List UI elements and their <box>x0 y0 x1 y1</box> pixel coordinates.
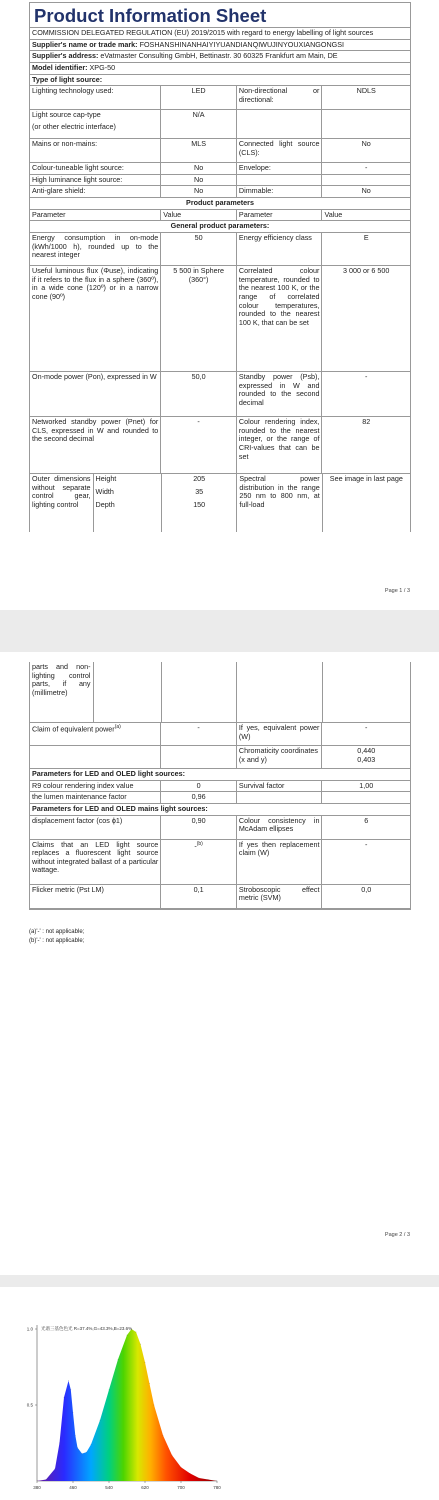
led-params-heading: Parameters for LED and OLED light sources: <box>32 769 185 778</box>
data-point <box>149 1383 150 1384</box>
netstandby-row: Networked standby power (Pnet) for CLS, expressed in W and rounded to the second decimal - Colour rendering index, rounded to the nearest integer, or the range of CRI-values that can be set 82 <box>30 417 410 474</box>
page-title: Product Information Sheet <box>30 3 410 28</box>
data-point <box>163 1435 164 1436</box>
tune-row: Colour-tuneable light source: No Envelope: - <box>30 163 410 175</box>
footnotes <box>29 924 411 946</box>
mains-row: Mains or non-mains: MLS Connected light source (CLS): No <box>30 139 410 163</box>
x-tick-label: 380 <box>33 1485 41 1490</box>
supplier-address-row: Supplier's address: eVatmaster Consulting GmbH, Bettinastr. 30 60325 Frankfurt am Main, DE <box>32 51 338 61</box>
flux-row: Useful luminous flux (Φuse), indicating if it refers to the flux in a sphere (360º), in a wide cone (120º) or in a narrow cone (90º) 5 500 in Sphere (360°) Correlated colour temperature, rounded to the nearest 100 K, or the range of correlated colour temperatures, rounded to the nearest 100 K, that can be set 3 000 or 6 500 <box>30 266 410 372</box>
spectrum-area <box>37 1329 217 1481</box>
y-tick-label: 1.0 <box>26 1326 33 1332</box>
hilum-row: High luminance light source: No <box>30 175 410 187</box>
onpower-row: On-mode power (Pon), expressed in W 50,0 Standby power (Psb), expressed in W and rounded to the second decimal - <box>30 372 410 417</box>
header-row: Parameter Value Parameter Value <box>30 210 410 222</box>
info-table-2 <box>29 662 411 910</box>
x-tick-label: 780 <box>213 1485 221 1490</box>
x-tick-label: 540 <box>105 1485 113 1490</box>
data-point <box>82 1453 83 1454</box>
data-point <box>136 1332 137 1333</box>
data-point <box>70 1389 71 1390</box>
chroma-row: Chromaticity coordinates (x and y) 0,440 0,403 <box>30 746 410 769</box>
energy-row: Energy consumption in on-mode (kWh/1000 h), rounded up to the nearest integer 50 Energy efficiency class E <box>30 233 410 266</box>
r9-row: R9 colour rendering index value 0 Survival factor 1,00 <box>30 781 410 793</box>
data-point <box>75 1435 76 1436</box>
general-params-heading: General product parameters: <box>170 221 270 231</box>
data-point <box>140 1344 141 1345</box>
flicker-row: Flicker metric (Pst LM) 0,1 Stroboscopic effect metric (SVM) 0,0 <box>30 885 410 909</box>
data-point <box>190 1473 191 1474</box>
footnote-a: (a)'-' : not applicable; <box>29 929 85 935</box>
data-point <box>109 1389 110 1390</box>
page-2 <box>0 652 439 1275</box>
model-row: Model identifier: XPG-50 <box>32 62 116 72</box>
data-point <box>77 1447 78 1448</box>
page-number: Page 1 / 3 <box>384 588 410 594</box>
regulation-text: COMMISSION DELEGATED REGULATION (EU) 2019/2015 with regard to energy labelling of light sources <box>32 28 374 37</box>
mains-params-heading: Parameters for LED and OLED mains light sources: <box>32 803 208 813</box>
data-point <box>208 1479 209 1480</box>
data-point <box>68 1380 69 1381</box>
data-point <box>199 1478 200 1479</box>
spectrum-chart <box>0 1287 439 1500</box>
data-point <box>172 1455 173 1456</box>
supplier-name-row: Supplier's name or trade mark: FOSHANSHINANHAIYIYUANDIANQIWUJINYOUXIANGONGSI <box>32 39 345 49</box>
page-gap <box>0 610 439 652</box>
data-point <box>154 1405 155 1406</box>
page-number: Page 2 / 3 <box>384 1232 410 1238</box>
data-point <box>100 1420 101 1421</box>
footnote-b: (b)'-' : not applicable; <box>29 938 85 944</box>
outer-dim-row: Outer dimensions without separate control gear, lighting control Height Width Depth 205 35 150 Spectral power distribution in the range 250 nm to 800 nm, at full-load See image in last page <box>30 474 410 532</box>
x-tick-label: 620 <box>141 1485 149 1490</box>
data-point <box>145 1362 146 1363</box>
data-point <box>46 1479 47 1480</box>
lumen-row: the lumen maintenance factor 0,96 <box>30 792 410 804</box>
data-point <box>64 1397 65 1398</box>
cap-row: Light source cap-type (or other electric interface) N/A <box>30 110 410 139</box>
tech-row: Lighting technology used: LED Non-directional or directional: NDLS <box>30 86 410 110</box>
page-1 <box>0 0 439 610</box>
type-heading: Type of light source: <box>32 74 103 84</box>
data-point <box>118 1359 119 1360</box>
product-params-heading: Product parameters <box>186 198 254 208</box>
x-tick-label: 460 <box>69 1485 77 1490</box>
cos-row: displacement factor (cos ϕ1) 0,90 Colour consistency in McAdam ellipses 6 <box>30 816 410 840</box>
data-point <box>59 1443 60 1444</box>
data-point <box>91 1444 92 1445</box>
chart-title: 光谱三基色色光 R=37.4%,G=43.3%,B=23.6% <box>41 1326 133 1331</box>
data-point <box>55 1468 56 1469</box>
glare-row: Anti-glare shield: No Dimmable: No <box>30 186 410 198</box>
x-tick-label: 700 <box>177 1485 185 1490</box>
claim-row: Claim of equivalent power$^{(a)}$ - If yes, equivalent power (W) - <box>30 723 410 746</box>
outer-dim-cont-row: parts and non-lighting control parts, if any (millimetre) <box>30 662 410 723</box>
data-point <box>127 1335 128 1336</box>
data-point <box>181 1467 182 1468</box>
page-3 <box>0 1287 439 1500</box>
fluor-row: Claims that an LED light source replaces a fluorescent light source without integrated ballast of a particular wattage. -$^{(b)}$ If yes then replacement claim (W) - <box>30 840 410 885</box>
info-table-1 <box>29 2 411 532</box>
data-point <box>73 1412 74 1413</box>
page-gap <box>0 1275 439 1287</box>
y-tick-label: 0.5 <box>26 1402 33 1408</box>
data-point <box>86 1452 87 1453</box>
